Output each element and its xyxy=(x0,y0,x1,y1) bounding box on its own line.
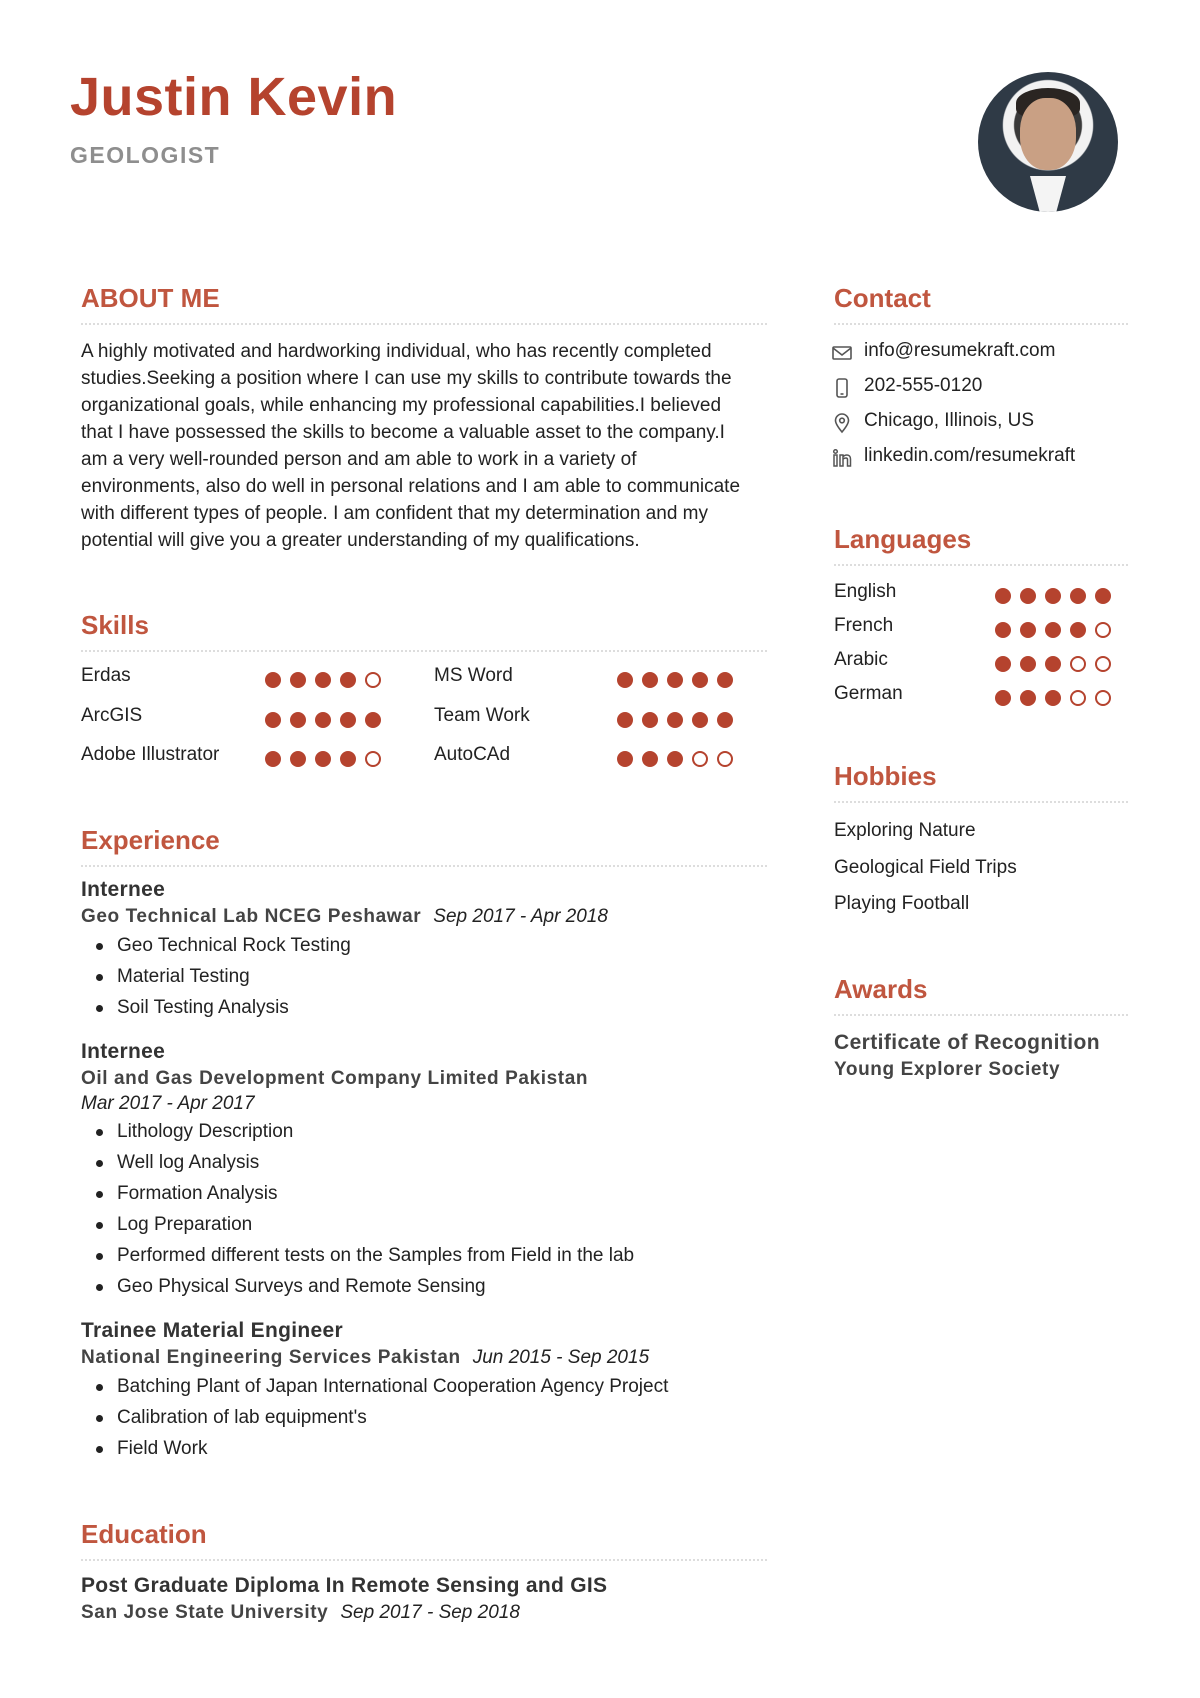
about-divider xyxy=(81,323,767,325)
rating-dot-filled xyxy=(315,751,331,767)
education-dates: Sep 2017 - Sep 2018 xyxy=(340,1602,520,1623)
hobbies-heading: Hobbies xyxy=(834,761,937,791)
job-title: GEOLOGIST xyxy=(70,142,221,168)
skill-name: AutoCAd xyxy=(434,744,511,765)
rating-dot-filled xyxy=(717,672,733,688)
about-line: organizational goals, while enhancing my professional capabilities.I believed xyxy=(81,395,722,416)
rating-dot-filled xyxy=(667,672,683,688)
job-role: Trainee Material Engineer xyxy=(81,1319,343,1342)
degree-title: Post Graduate Diploma In Remote Sensing and GIS xyxy=(81,1574,608,1597)
list-item: Geo Technical Rock Testing xyxy=(117,934,351,965)
contact-heading: Contact xyxy=(834,283,931,313)
rating-dot-filled xyxy=(1045,588,1061,604)
experience-heading: Experience xyxy=(81,825,220,855)
awards-heading: Awards xyxy=(834,974,928,1004)
skill-name: Erdas xyxy=(81,665,131,686)
contact-divider xyxy=(834,323,1128,325)
rating-dot-filled xyxy=(995,690,1011,706)
award-issuer: Young Explorer Society xyxy=(834,1059,1061,1080)
language-name: Arabic xyxy=(834,649,888,670)
company-name: National Engineering Services Pakistan xyxy=(81,1347,461,1368)
rating-dot-filled xyxy=(365,712,381,728)
language-name: German xyxy=(834,683,903,704)
rating-dot-filled xyxy=(290,672,306,688)
award-title: Certificate of Recognition xyxy=(834,1031,1100,1054)
rating-dot-empty xyxy=(1070,690,1086,706)
list-item: Log Preparation xyxy=(117,1213,634,1244)
rating-dot-filled xyxy=(617,712,633,728)
rating-dot-filled xyxy=(290,751,306,767)
linkedin-icon xyxy=(831,447,853,469)
experience-divider xyxy=(81,865,767,867)
job-duties xyxy=(117,934,351,1027)
skill-rating xyxy=(617,672,733,688)
rating-dot-filled xyxy=(290,712,306,728)
envelope-icon xyxy=(831,342,853,364)
job-dates: Sep 2017 - Apr 2018 xyxy=(433,906,608,927)
skills-divider xyxy=(81,650,767,652)
awards-divider xyxy=(834,1014,1128,1016)
rating-dot-filled xyxy=(667,712,683,728)
rating-dot-filled xyxy=(315,712,331,728)
skill-rating xyxy=(265,672,381,688)
about-heading: ABOUT ME xyxy=(81,283,220,313)
about-line: am a very well-rounded person and am able to work in a variety of xyxy=(81,449,637,470)
job-duties xyxy=(117,1375,668,1468)
list-item: Field Work xyxy=(117,1437,668,1468)
job-duties xyxy=(117,1120,634,1306)
rating-dot-filled xyxy=(717,712,733,728)
profile-photo xyxy=(978,72,1118,212)
job-dates: Mar 2017 - Apr 2017 xyxy=(81,1093,255,1114)
hobby-item: Geological Field Trips xyxy=(834,857,1017,878)
list-item: Lithology Description xyxy=(117,1120,634,1151)
rating-dot-filled xyxy=(340,751,356,767)
hobby-item: Playing Football xyxy=(834,893,970,914)
languages-divider xyxy=(834,564,1128,566)
school-name: San Jose State University xyxy=(81,1602,329,1623)
about-line: studies.Seeking a position where I can use my skills to contribute towards the xyxy=(81,368,732,389)
rating-dot-empty xyxy=(365,672,381,688)
list-item: Performed different tests on the Samples from Field in the lab xyxy=(117,1244,634,1275)
about-line: A highly motivated and hardworking individual, who has recently completed xyxy=(81,341,712,362)
list-item: Batching Plant of Japan International Cooperation Agency Project xyxy=(117,1375,668,1406)
rating-dot-filled xyxy=(617,672,633,688)
education-heading: Education xyxy=(81,1519,207,1549)
about-text xyxy=(81,338,771,554)
candidate-name: Justin Kevin xyxy=(70,67,398,127)
education-institution xyxy=(81,1602,520,1624)
language-rating xyxy=(995,690,1111,706)
language-rating xyxy=(995,622,1111,638)
rating-dot-empty xyxy=(692,751,708,767)
contact-phone[interactable] xyxy=(834,375,983,397)
contact-linkedin[interactable] xyxy=(834,445,1076,467)
rating-dot-filled xyxy=(692,672,708,688)
job-dates: Jun 2015 - Sep 2015 xyxy=(472,1347,650,1368)
list-item: Geo Physical Surveys and Remote Sensing xyxy=(117,1275,634,1306)
rating-dot-filled xyxy=(995,588,1011,604)
rating-dot-empty xyxy=(717,751,733,767)
rating-dot-empty xyxy=(1095,690,1111,706)
education-divider xyxy=(81,1559,767,1561)
job-company xyxy=(81,906,608,928)
rating-dot-filled xyxy=(667,751,683,767)
about-line: that I have possessed the skills to become a valuable asset to the company.I xyxy=(81,422,725,443)
rating-dot-filled xyxy=(265,751,281,767)
job-role: Internee xyxy=(81,1040,166,1063)
skill-name: Team Work xyxy=(434,705,530,726)
skill-rating xyxy=(265,712,381,728)
contact-email[interactable] xyxy=(834,340,1056,362)
company-name: Geo Technical Lab NCEG Peshawar xyxy=(81,906,422,927)
list-item: Well log Analysis xyxy=(117,1151,634,1182)
skill-name: MS Word xyxy=(434,665,513,686)
skill-name: Adobe Illustrator xyxy=(81,744,220,765)
rating-dot-filled xyxy=(642,751,658,767)
rating-dot-filled xyxy=(1020,656,1036,672)
about-line: environments, also do well in personal relations and I am able to communicate xyxy=(81,476,741,497)
rating-dot-filled xyxy=(265,672,281,688)
list-item: Material Testing xyxy=(117,965,351,996)
rating-dot-empty xyxy=(1095,656,1111,672)
rating-dot-filled xyxy=(1070,622,1086,638)
list-item: Formation Analysis xyxy=(117,1182,634,1213)
rating-dot-filled xyxy=(265,712,281,728)
rating-dot-filled xyxy=(1020,588,1036,604)
skill-rating xyxy=(617,712,733,728)
rating-dot-empty xyxy=(1070,656,1086,672)
rating-dot-filled xyxy=(617,751,633,767)
languages-heading: Languages xyxy=(834,524,972,554)
rating-dot-filled xyxy=(642,712,658,728)
about-line: potential will give you a greater understanding of my qualifications. xyxy=(81,530,640,551)
rating-dot-empty xyxy=(365,751,381,767)
skills-heading: Skills xyxy=(81,610,149,640)
email-text: info@resumekraft.com xyxy=(864,340,1056,361)
rating-dot-filled xyxy=(340,712,356,728)
hobby-item: Exploring Nature xyxy=(834,820,976,841)
rating-dot-filled xyxy=(1020,622,1036,638)
linkedin-text: linkedin.com/resumekraft xyxy=(864,445,1076,466)
job-company xyxy=(81,1347,649,1369)
list-item: Soil Testing Analysis xyxy=(117,996,351,1027)
rating-dot-filled xyxy=(315,672,331,688)
location-text: Chicago, Illinois, US xyxy=(864,410,1035,431)
rating-dot-filled xyxy=(642,672,658,688)
rating-dot-filled xyxy=(1020,690,1036,706)
contact-location xyxy=(834,410,1035,432)
rating-dot-filled xyxy=(1045,690,1061,706)
language-rating xyxy=(995,656,1111,672)
job-role: Internee xyxy=(81,878,166,901)
location-pin-icon xyxy=(831,412,853,434)
rating-dot-filled xyxy=(692,712,708,728)
skill-name: ArcGIS xyxy=(81,705,143,726)
rating-dot-filled xyxy=(1070,588,1086,604)
rating-dot-filled xyxy=(340,672,356,688)
phone-text: 202-555-0120 xyxy=(864,375,983,396)
about-line: with different types of people. I am confident that my determination and my xyxy=(81,503,708,524)
phone-icon xyxy=(831,377,853,399)
hobbies-divider xyxy=(834,801,1128,803)
skill-rating xyxy=(617,751,733,767)
skill-rating xyxy=(265,751,381,767)
rating-dot-filled xyxy=(1045,622,1061,638)
rating-dot-filled xyxy=(1095,588,1111,604)
language-name: English xyxy=(834,581,897,602)
rating-dot-filled xyxy=(1045,656,1061,672)
rating-dot-filled xyxy=(995,622,1011,638)
list-item: Calibration of lab equipment's xyxy=(117,1406,668,1437)
rating-dot-empty xyxy=(1095,622,1111,638)
language-rating xyxy=(995,588,1111,604)
language-name: French xyxy=(834,615,894,636)
company-name: Oil and Gas Development Company Limited Pakistan xyxy=(81,1068,589,1089)
rating-dot-filled xyxy=(995,656,1011,672)
